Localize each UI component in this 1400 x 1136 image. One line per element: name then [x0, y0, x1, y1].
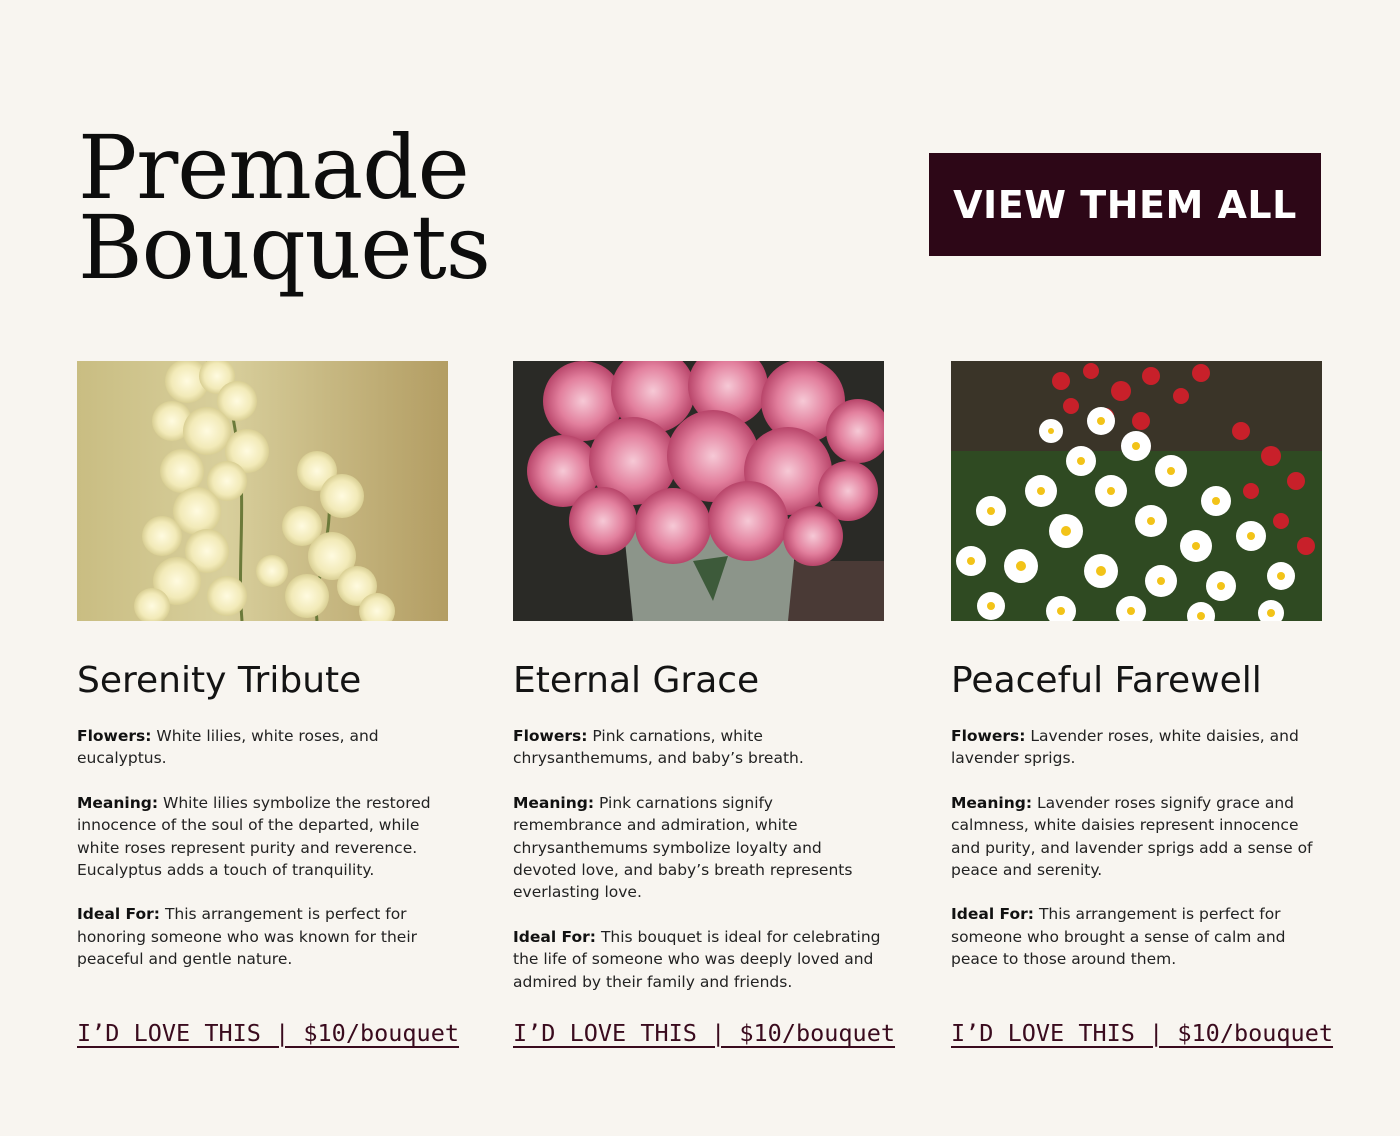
pink-peonies-photo — [513, 361, 884, 621]
bouquet-card-serenity-tribute — [77, 361, 460, 1047]
love-this-link[interactable]: I’D LOVE THIS | $10/bouquet — [951, 1019, 1334, 1047]
page-title — [78, 116, 578, 299]
ideal-for-text: Ideal For: This bouquet is ideal for celebrating the life of someone who was deeply loved and admired by their family and friends. — [513, 927, 881, 991]
love-this-link[interactable]: I’D LOVE THIS | $10/bouquet — [77, 1019, 460, 1047]
flowers-text: Flowers: Lavender roses, white daisies, and lavender sprigs. — [951, 727, 1299, 768]
page-title-line-1: Premade — [78, 116, 469, 219]
meaning-text: Meaning: Pink carnations signify remembrance and admiration, white chrysanthemums symbolize loyalty and devoted love, and baby’s breath represents everlasting love. — [513, 793, 853, 902]
card-title: Serenity Tribute — [77, 660, 362, 701]
love-this-link[interactable]: I’D LOVE THIS | $10/bouquet — [513, 1019, 896, 1047]
card-description — [513, 725, 884, 993]
meaning-text: Meaning: White lilies symbolize the restored innocence of the soul of the departed, while white roses represent purity and reverence. Eucalyptus adds a touch of tranquility. — [77, 793, 431, 880]
page-title-line-2: Bouquets — [78, 196, 490, 299]
white-flowers-photo — [77, 361, 448, 621]
card-description — [77, 725, 448, 971]
flowers-text: Flowers: White lilies, white roses, and eucalyptus. — [77, 727, 379, 768]
meaning-text: Meaning: Lavender roses signify grace and calmness, white daisies represent innocence and purity, and lavender sprigs add a sense of peace and serenity. — [951, 793, 1313, 880]
view-them-all-button[interactable]: VIEW THEM ALL — [929, 153, 1321, 256]
flowers-text: Flowers: Pink carnations, white chrysanthemums, and baby’s breath. — [513, 727, 804, 768]
bouquet-card-eternal-grace — [513, 361, 896, 1047]
bouquet-card-peaceful-farewell — [951, 361, 1334, 1047]
card-title: Eternal Grace — [513, 660, 760, 701]
ideal-for-text: Ideal For: This arrangement is perfect for honoring someone who was known for their peaceful and gentle nature. — [77, 905, 418, 969]
card-title: Peaceful Farewell — [951, 660, 1262, 701]
daisies-photo — [951, 361, 1322, 621]
ideal-for-text: Ideal For: This arrangement is perfect for someone who brought a sense of calm and peace to those around them. — [951, 905, 1286, 969]
card-description — [951, 725, 1322, 971]
